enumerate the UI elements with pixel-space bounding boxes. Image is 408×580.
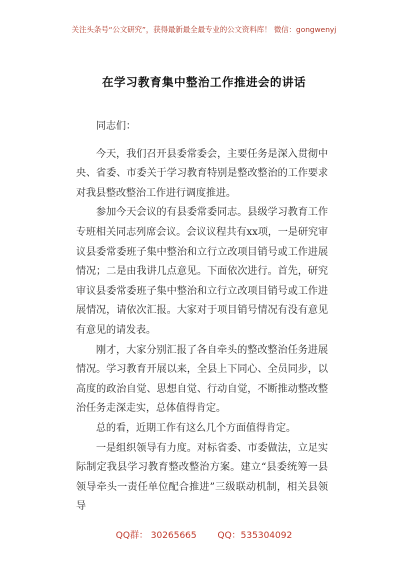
paragraph: 参加今天会议的有县委常委同志。县级学习教育工作专班相关同志列席会议。会议议程共有xx项，一是研究审议县委常委班子集中整治和立行立改项目销号或工作进展情况；二是由我讲几点意见。下面依次进行。首先，研究审议县委常委班子集中整治和立行立改项目销号或工作进展情况，请依次汇报。大家对于项目销号情况有没有意见有意见的请发表。 (76, 207, 328, 336)
paragraph: 刚才，大家分别汇报了各自牵头的整改整治任务进展情况。学习教育开展以来，全县上下同心、全员同步，以高度的政治自觉、思想自觉、行动自觉，不断推动整改整治任务走深走实，总体值得肯定。 (76, 344, 328, 415)
paragraph: 一是组织领导有力度。对标省委、市委做法，立足实际制定我县学习教育整改整治方案。建立“县委统筹一县领导牵头一责任单位配合推进”三级联动机制，相关县领导 (76, 442, 328, 513)
footer-contact (0, 528, 408, 541)
salutation: 同志们： (96, 121, 136, 132)
paragraph: 今天，我们召开县委常委会，主要任务是深入贯彻中央、省委、市委关于学习教育特别是整改整治的工作要求对我县整改整治工作进行调度推进。 (76, 148, 328, 199)
document-title: 在学习教育集中整治工作推进会的讲话 (102, 75, 306, 89)
header-note: 关注头条号“公文研究”，获得最新最全最专业的公文资料库！ 微信：gongwenyj (71, 25, 337, 34)
paragraph: 总的看，近期工作有这么几个方面值得肯定。 (96, 422, 296, 434)
footer-qq-group: QQ群： 30265665 (115, 531, 197, 541)
document-body (76, 117, 328, 517)
footer-qq: QQ：535304092 (217, 531, 293, 541)
